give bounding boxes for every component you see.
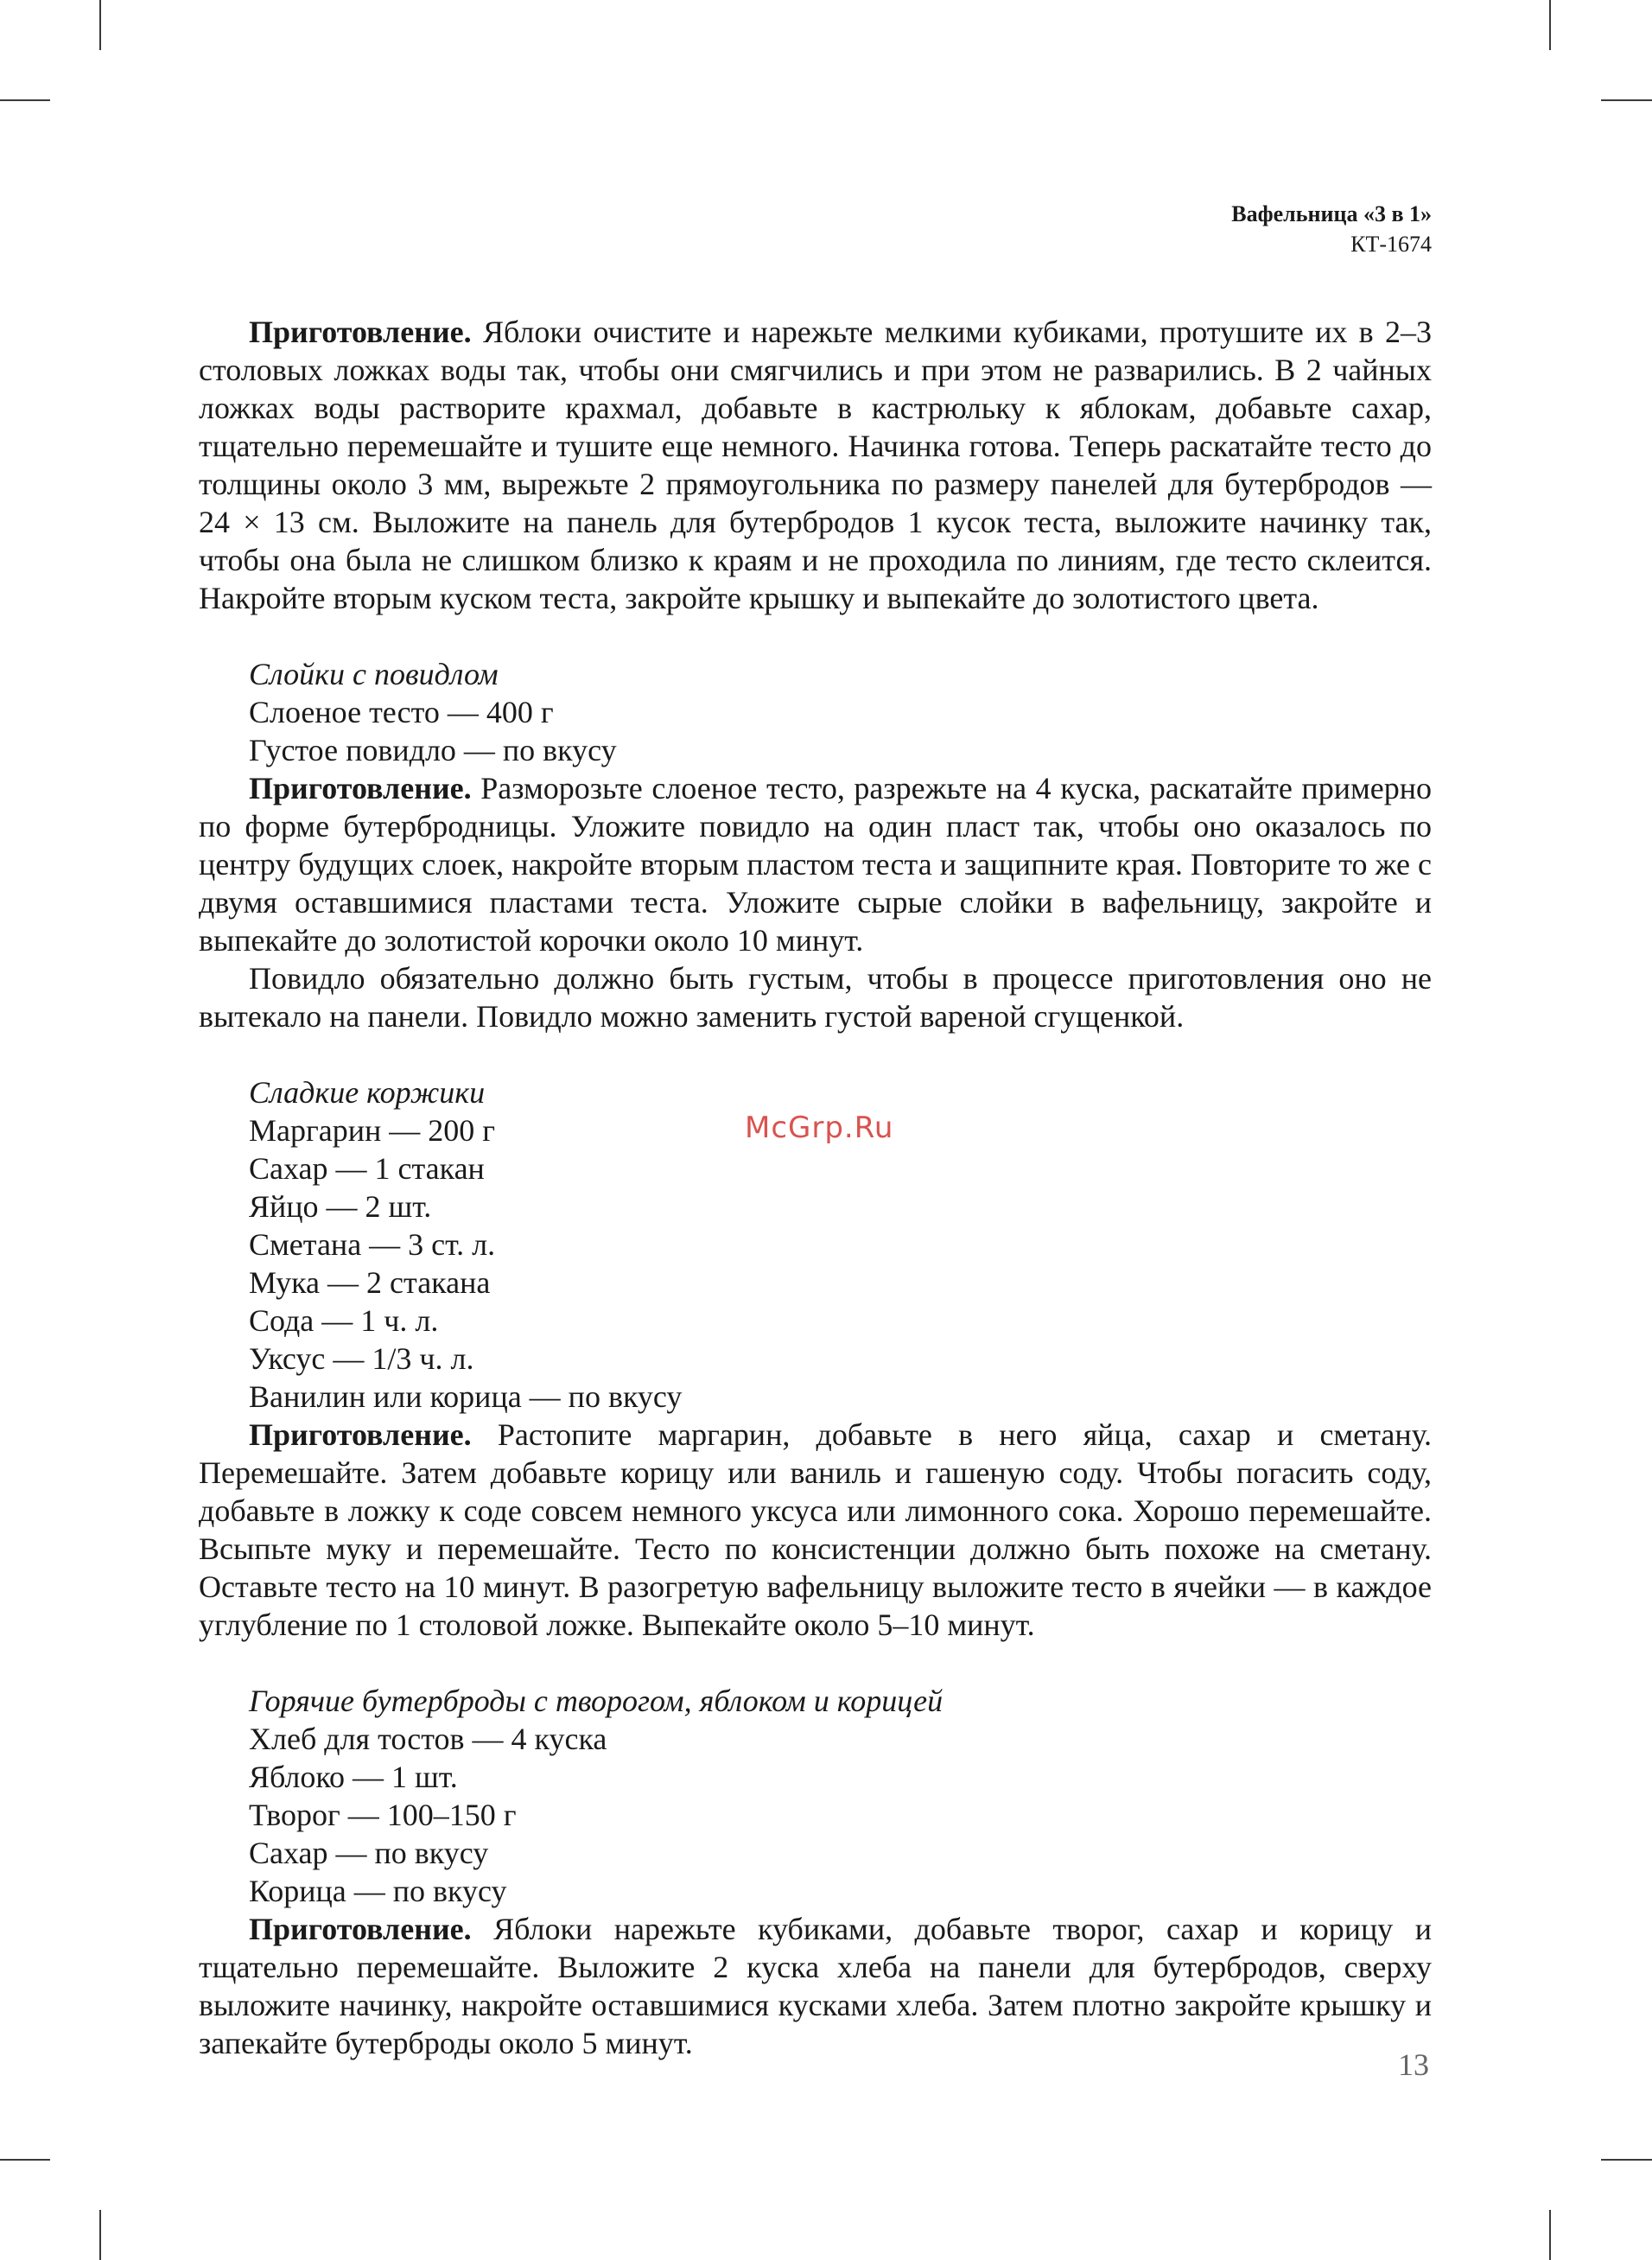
prep-text: Яблоки очистите и нарежьте мелкими кубиками, протушите их в 2–3 столовых ложках воды так, чтобы они смягчились и при этом не разварились. В 2 чайных ложках воды растворите крахмал, добавьте в кастрюльку к яблокам, добавьте сахар, тщательно перемешайте и тушите еще немного. Начинка готова. Теперь раскатайте тесто до толщины около 3 мм, вырежьте 2 прямоугольника по размеру панелей для бутербродов — 24 × 13 см. Выложите на панель для бутербродов 1 кусок теста, выложите начинку так, чтобы она была не слишком близко к краям и не проходила по линиям, где тесто склеится. Накройте вторым куском теста, закройте крышку и выпекайте до золотистого цвета. [199, 315, 1432, 615]
prep-text: Разморозьте слоеное тесто, разрежьте на 4 куска, раскатайте примерно по форме бутербродницы. Уложите повидло на один пласт так, чтобы оно оказалось по центру будущих слоек, накройте вторым пластом теста и защипните края. Повторите то же с двумя оставшимися пластами теста. Уложите сырые слойки в вафельницу, закройте и выпекайте до золотистой корочки около 10 минут. [199, 771, 1432, 958]
page-number: 13 [1398, 2047, 1429, 2082]
prep-label: Приготовление. [249, 1912, 472, 1946]
ingredient: Ванилин или корица — по вкусу [249, 1379, 683, 1414]
crop-mark [99, 2210, 101, 2260]
preparation-paragraph [199, 1416, 1432, 1644]
ingredient: Маргарин — 200 г [249, 1113, 496, 1148]
ingredient: Творог — 100–150 г [249, 1798, 517, 1832]
preparation-paragraph [199, 313, 1432, 617]
prep-label: Приготовление. [249, 1417, 472, 1452]
ingredient: Корица — по вкусу [249, 1874, 507, 1908]
ingredient: Яблоко — 1 шт. [249, 1760, 458, 1794]
recipe-title: Слойки с повидлом [249, 657, 499, 691]
prep-label: Приготовление. [249, 315, 472, 349]
ingredient: Сметана — 3 ст. л. [249, 1227, 496, 1262]
recipe-cookies [199, 1073, 1432, 1644]
crop-mark [1549, 2210, 1551, 2260]
preparation-paragraph [199, 1910, 1432, 2062]
prep-text: Яблоки нарежьте кубиками, добавьте творог, сахар и корицу и тщательно перемешайте. Выложите 2 куска хлеба на панели для бутербродов, сверху выложите начинку, накройте оставшимися кусками хлеба. Затем плотно закройте крышку и запекайте бутерброды около 5 минут. [199, 1912, 1432, 2060]
ingredient: Сода — 1 ч. л. [249, 1303, 439, 1338]
recipe-title: Сладкие коржики [249, 1075, 486, 1110]
ingredient: Сахар — 1 стакан [249, 1151, 485, 1186]
crop-mark [1549, 0, 1551, 50]
crop-mark [99, 0, 101, 50]
running-header [1231, 199, 1432, 259]
ingredient: Мука — 2 стакана [249, 1265, 491, 1300]
preparation-paragraph [199, 769, 1432, 959]
header-model: КТ-1674 [1350, 232, 1432, 257]
ingredient: Уксус — 1/3 ч. л. [249, 1341, 474, 1376]
prep-label: Приготовление. [249, 771, 472, 805]
ingredient: Сахар — по вкусу [249, 1836, 489, 1870]
crop-mark [0, 2159, 50, 2161]
crop-mark [1601, 99, 1652, 101]
recipe-note: Повидло обязательно должно быть густым, чтобы в процессе приготовления оно не вытекало на панели. Повидло можно заменить густой вареной сгущенкой. [199, 961, 1432, 1034]
recipe-hot-sandwiches [199, 1682, 1432, 2062]
ingredient: Яйцо — 2 шт. [249, 1189, 432, 1224]
ingredient: Слоеное тесто — 400 г [249, 695, 554, 729]
recipe-puffs [199, 655, 1432, 1035]
ingredient: Густое повидло — по вкусу [249, 733, 617, 767]
watermark-text: McGrp.Ru [745, 1111, 894, 1145]
header-title: Вафельница «3 в 1» [1231, 201, 1432, 226]
ingredient: Хлеб для тостов — 4 куска [249, 1722, 607, 1756]
recipe-title: Горячие бутерброды с творогом, яблоком и корицей [249, 1684, 944, 1718]
main-content [199, 313, 1432, 2062]
prep-text: Растопите маргарин, добавьте в него яйца, сахар и сметану. Перемешайте. Затем добавьте корицу или ваниль и гашеную соду. Чтобы погасить соду, добавьте в ложку к соде совсем немного уксуса или лимонного сока. Хорошо перемешайте. Всыпьте муку и перемешайте. Тесто по консистенции должно быть похоже на сметану. Оставьте тесто на 10 минут. В разогретую вафельницу выложите тесто в ячейки — в каждое углубление по 1 столовой ложке. Выпекайте около 5–10 минут. [199, 1417, 1432, 1642]
crop-mark [1601, 2159, 1652, 2161]
crop-mark [0, 99, 50, 101]
